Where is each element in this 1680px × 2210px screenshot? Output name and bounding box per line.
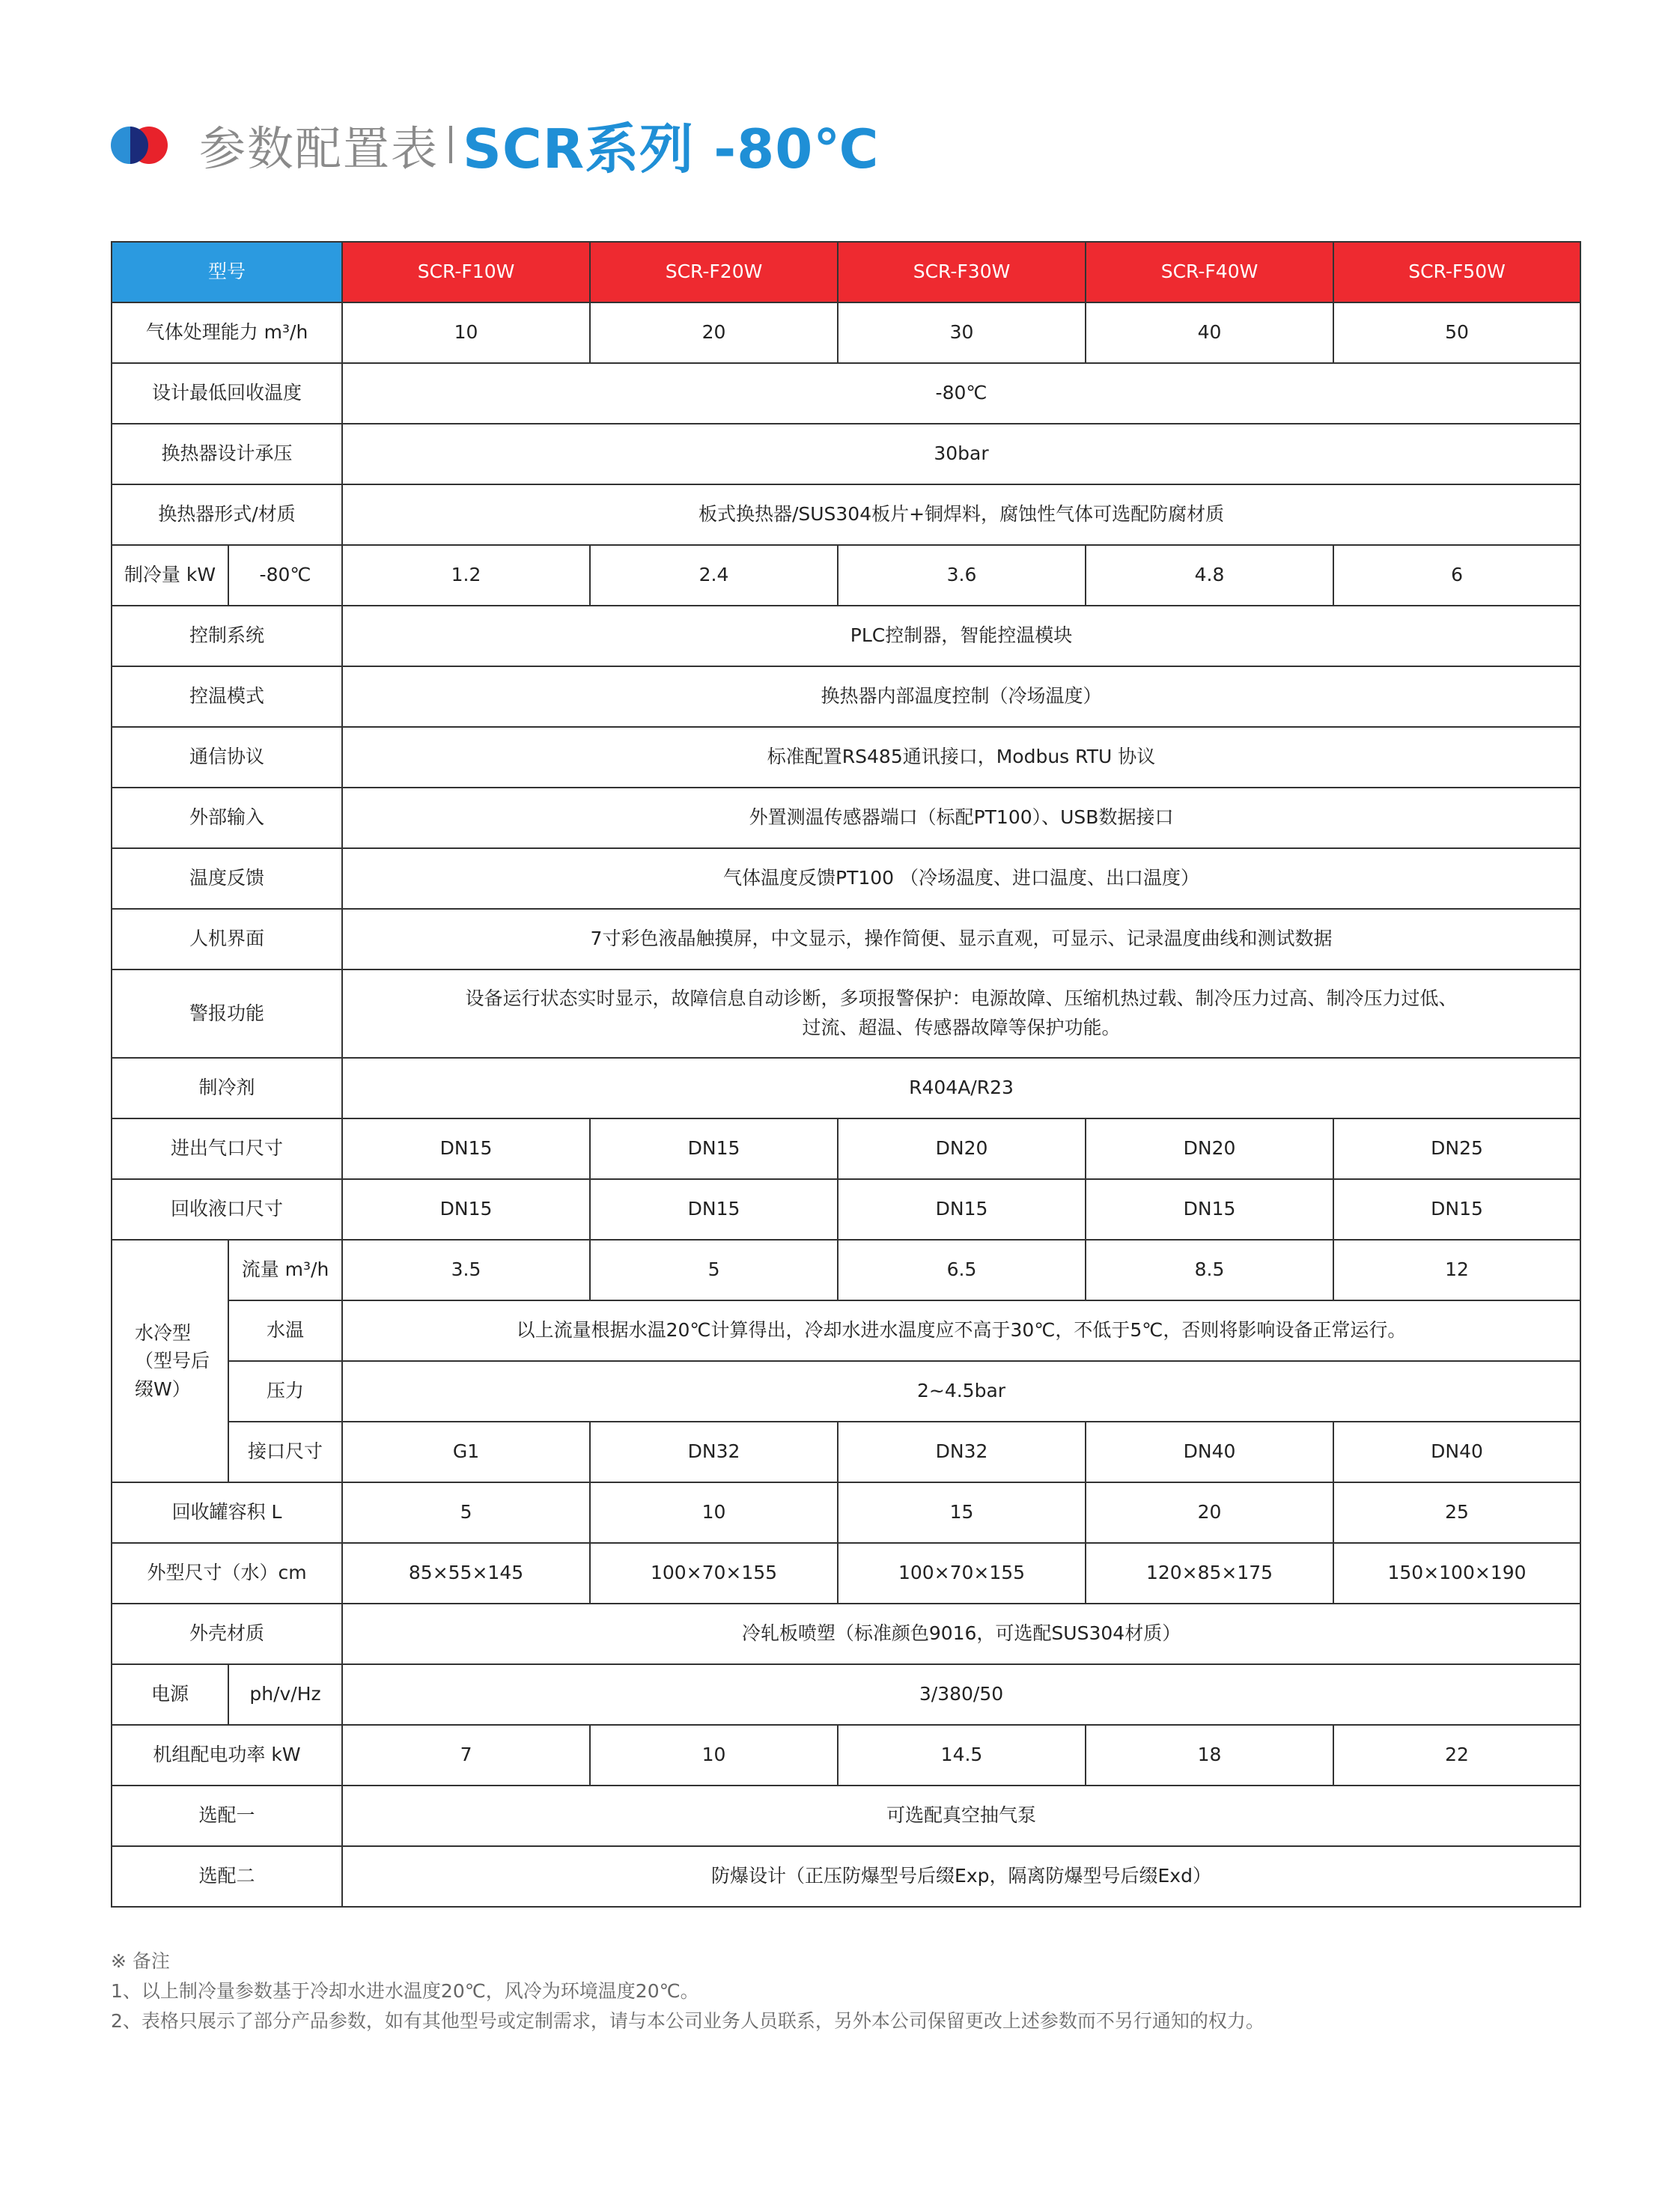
cell-value: 2.4 <box>590 545 838 606</box>
water-label-line-1: 水冷型 <box>135 1321 192 1344</box>
row-label: 进出气口尺寸 <box>112 1118 342 1179</box>
cell-value: 冷轧板喷塑（标准颜色9016，可选配SUS304材质） <box>342 1604 1580 1664</box>
cell-value: 20 <box>590 302 838 363</box>
table-row <box>112 1240 1580 1300</box>
cell-value: 30 <box>838 302 1086 363</box>
cell-value: 10 <box>590 1725 838 1786</box>
title-divider <box>449 126 452 163</box>
row-sublabel: 水温 <box>228 1300 342 1361</box>
table-row <box>112 363 1580 424</box>
row-label: 人机界面 <box>112 909 342 969</box>
cell-value: R404A/R23 <box>342 1058 1580 1118</box>
cell-value-multiline <box>342 969 1580 1058</box>
cell-value: 15 <box>838 1482 1086 1543</box>
alarm-line-1: 设备运行状态实时显示，故障信息自动诊断，多项报警保护：电源故障、压缩机热过载、制冷压力过高、制冷压力过低、 <box>465 987 1458 1010</box>
spec-table <box>111 241 1581 1908</box>
water-label-line-2: （型号后 <box>135 1350 210 1372</box>
table-row <box>112 1300 1580 1361</box>
cell-value: 7寸彩色液晶触摸屏，中文显示，操作简便、显示直观，可显示、记录温度曲线和测试数据 <box>342 909 1580 969</box>
cell-value: 5 <box>342 1482 590 1543</box>
cell-value: DN40 <box>1333 1422 1580 1482</box>
cell-value: 85×55×145 <box>342 1543 590 1604</box>
table-row <box>112 1725 1580 1786</box>
row-label: 选配二 <box>112 1846 342 1907</box>
row-sublabel: ph/v/Hz <box>228 1664 342 1725</box>
notes-title: ※ 备注 <box>111 1950 170 1972</box>
table-row <box>112 242 1580 302</box>
cell-value: 4.8 <box>1086 545 1333 606</box>
water-label-line-3: 缀W） <box>135 1378 191 1400</box>
cell-value: DN25 <box>1333 1118 1580 1179</box>
table-row <box>112 848 1580 909</box>
table-row <box>112 1786 1580 1846</box>
cell-value: 14.5 <box>838 1725 1086 1786</box>
row-label: 警报功能 <box>112 969 342 1058</box>
page-header <box>111 111 880 178</box>
cell-value: DN15 <box>1333 1179 1580 1240</box>
cell-value: 100×70×155 <box>590 1543 838 1604</box>
row-label: 气体处理能力 m³/h <box>112 302 342 363</box>
cell-value: 可选配真空抽气泵 <box>342 1786 1580 1846</box>
row-sublabel: 流量 m³/h <box>228 1240 342 1300</box>
row-label: 温度反馈 <box>112 848 342 909</box>
row-sublabel: 压力 <box>228 1361 342 1422</box>
cell-value: DN32 <box>838 1422 1086 1482</box>
row-label: 控温模式 <box>112 666 342 727</box>
cell-value: -80℃ <box>342 363 1580 424</box>
table-row <box>112 302 1580 363</box>
table-row <box>112 909 1580 969</box>
notes-section <box>111 1946 1264 2036</box>
cell-value: 120×85×175 <box>1086 1543 1333 1604</box>
cell-value: DN15 <box>838 1179 1086 1240</box>
row-label: 外部输入 <box>112 788 342 848</box>
cell-value: 3/380/50 <box>342 1664 1580 1725</box>
table-row <box>112 1058 1580 1118</box>
row-label: 制冷剂 <box>112 1058 342 1118</box>
cell-value: 2~4.5bar <box>342 1361 1580 1422</box>
cell-value: 3.6 <box>838 545 1086 606</box>
table-row <box>112 1179 1580 1240</box>
cell-value: DN15 <box>1086 1179 1333 1240</box>
row-label: 机组配电功率 kW <box>112 1725 342 1786</box>
cell-value: DN20 <box>1086 1118 1333 1179</box>
table-row <box>112 424 1580 484</box>
cell-value: DN15 <box>342 1118 590 1179</box>
cell-value: 18 <box>1086 1725 1333 1786</box>
cell-value: 外置测温传感器端口（标配PT100）、USB数据接口 <box>342 788 1580 848</box>
cell-value: 3.5 <box>342 1240 590 1300</box>
cell-value: 1.2 <box>342 545 590 606</box>
cell-value: 25 <box>1333 1482 1580 1543</box>
table-row <box>112 1482 1580 1543</box>
header-model: SCR-F50W <box>1333 242 1580 302</box>
row-label: 回收液口尺寸 <box>112 1179 342 1240</box>
table-row <box>112 1118 1580 1179</box>
cell-value: 以上流量根据水温20℃计算得出，冷却水进水温度应不高于30℃，不低于5℃，否则将影响设备正常运行。 <box>342 1300 1580 1361</box>
table-row <box>112 1664 1580 1725</box>
notes-line-2: 2、表格只展示了部分产品参数，如有其他型号或定制需求，请与本公司业务人员联系，另外本公司保留更改上述参数而不另行通知的权力。 <box>111 2010 1264 2032</box>
cell-value: DN15 <box>590 1118 838 1179</box>
table-row <box>112 788 1580 848</box>
row-label: 电源 <box>112 1664 228 1725</box>
water-cooled-label <box>112 1240 228 1482</box>
alarm-line-2: 过流、超温、传感器故障等保护功能。 <box>802 1017 1121 1038</box>
table-row <box>112 727 1580 788</box>
row-label: 通信协议 <box>112 727 342 788</box>
cell-value: 5 <box>590 1240 838 1300</box>
logo-circles-icon <box>111 124 171 165</box>
cell-value: 10 <box>342 302 590 363</box>
header-model: SCR-F10W <box>342 242 590 302</box>
row-label: 外型尺寸（水）cm <box>112 1543 342 1604</box>
cell-value: 板式换热器/SUS304板片+铜焊料，腐蚀性气体可选配防腐材质 <box>342 484 1580 545</box>
table-row <box>112 969 1580 1058</box>
table-row <box>112 1846 1580 1907</box>
row-sublabel: -80℃ <box>228 545 342 606</box>
cell-value: 100×70×155 <box>838 1543 1086 1604</box>
cell-value: 气体温度反馈PT100 （冷场温度、进口温度、出口温度） <box>342 848 1580 909</box>
page-title-right: SCR系列 -80℃ <box>463 118 880 180</box>
row-label: 外壳材质 <box>112 1604 342 1664</box>
table-row <box>112 606 1580 666</box>
header-model: SCR-F30W <box>838 242 1086 302</box>
row-label: 控制系统 <box>112 606 342 666</box>
cell-value: 换热器内部温度控制（冷场温度） <box>342 666 1580 727</box>
cell-value: DN15 <box>590 1179 838 1240</box>
header-model: SCR-F40W <box>1086 242 1333 302</box>
table-row <box>112 666 1580 727</box>
table-row <box>112 1361 1580 1422</box>
cell-value: 40 <box>1086 302 1333 363</box>
row-label: 回收罐容积 L <box>112 1482 342 1543</box>
cell-value: DN15 <box>342 1179 590 1240</box>
table-row <box>112 1543 1580 1604</box>
table-row <box>112 484 1580 545</box>
cell-value: 10 <box>590 1482 838 1543</box>
header-model-label: 型号 <box>112 242 342 302</box>
cell-value: 8.5 <box>1086 1240 1333 1300</box>
cell-value: 6 <box>1333 545 1580 606</box>
table-row <box>112 1604 1580 1664</box>
cell-value: DN20 <box>838 1118 1086 1179</box>
cell-value: 防爆设计（正压防爆型号后缀Exp，隔离防爆型号后缀Exd） <box>342 1846 1580 1907</box>
cell-value: DN32 <box>590 1422 838 1482</box>
row-label: 换热器形式/材质 <box>112 484 342 545</box>
row-sublabel: 接口尺寸 <box>228 1422 342 1482</box>
row-label: 选配一 <box>112 1786 342 1846</box>
cell-value: G1 <box>342 1422 590 1482</box>
cell-value: 22 <box>1333 1725 1580 1786</box>
cell-value: 150×100×190 <box>1333 1543 1580 1604</box>
cell-value: PLC控制器，智能控温模块 <box>342 606 1580 666</box>
table-row <box>112 1422 1580 1482</box>
cell-value: 标准配置RS485通讯接口，Modbus RTU 协议 <box>342 727 1580 788</box>
row-label: 设计最低回收温度 <box>112 363 342 424</box>
header-model: SCR-F20W <box>590 242 838 302</box>
row-label: 换热器设计承压 <box>112 424 342 484</box>
cell-value: 6.5 <box>838 1240 1086 1300</box>
page-title-left: 参数配置表 <box>199 121 439 176</box>
cell-value: 12 <box>1333 1240 1580 1300</box>
cell-value: 30bar <box>342 424 1580 484</box>
cell-value: 50 <box>1333 302 1580 363</box>
row-label: 制冷量 kW <box>112 545 228 606</box>
cell-value: DN40 <box>1086 1422 1333 1482</box>
table-row <box>112 545 1580 606</box>
notes-line-1: 1、以上制冷量参数基于冷却水进水温度20℃，风冷为环境温度20℃。 <box>111 1980 699 2002</box>
cell-value: 7 <box>342 1725 590 1786</box>
cell-value: 20 <box>1086 1482 1333 1543</box>
